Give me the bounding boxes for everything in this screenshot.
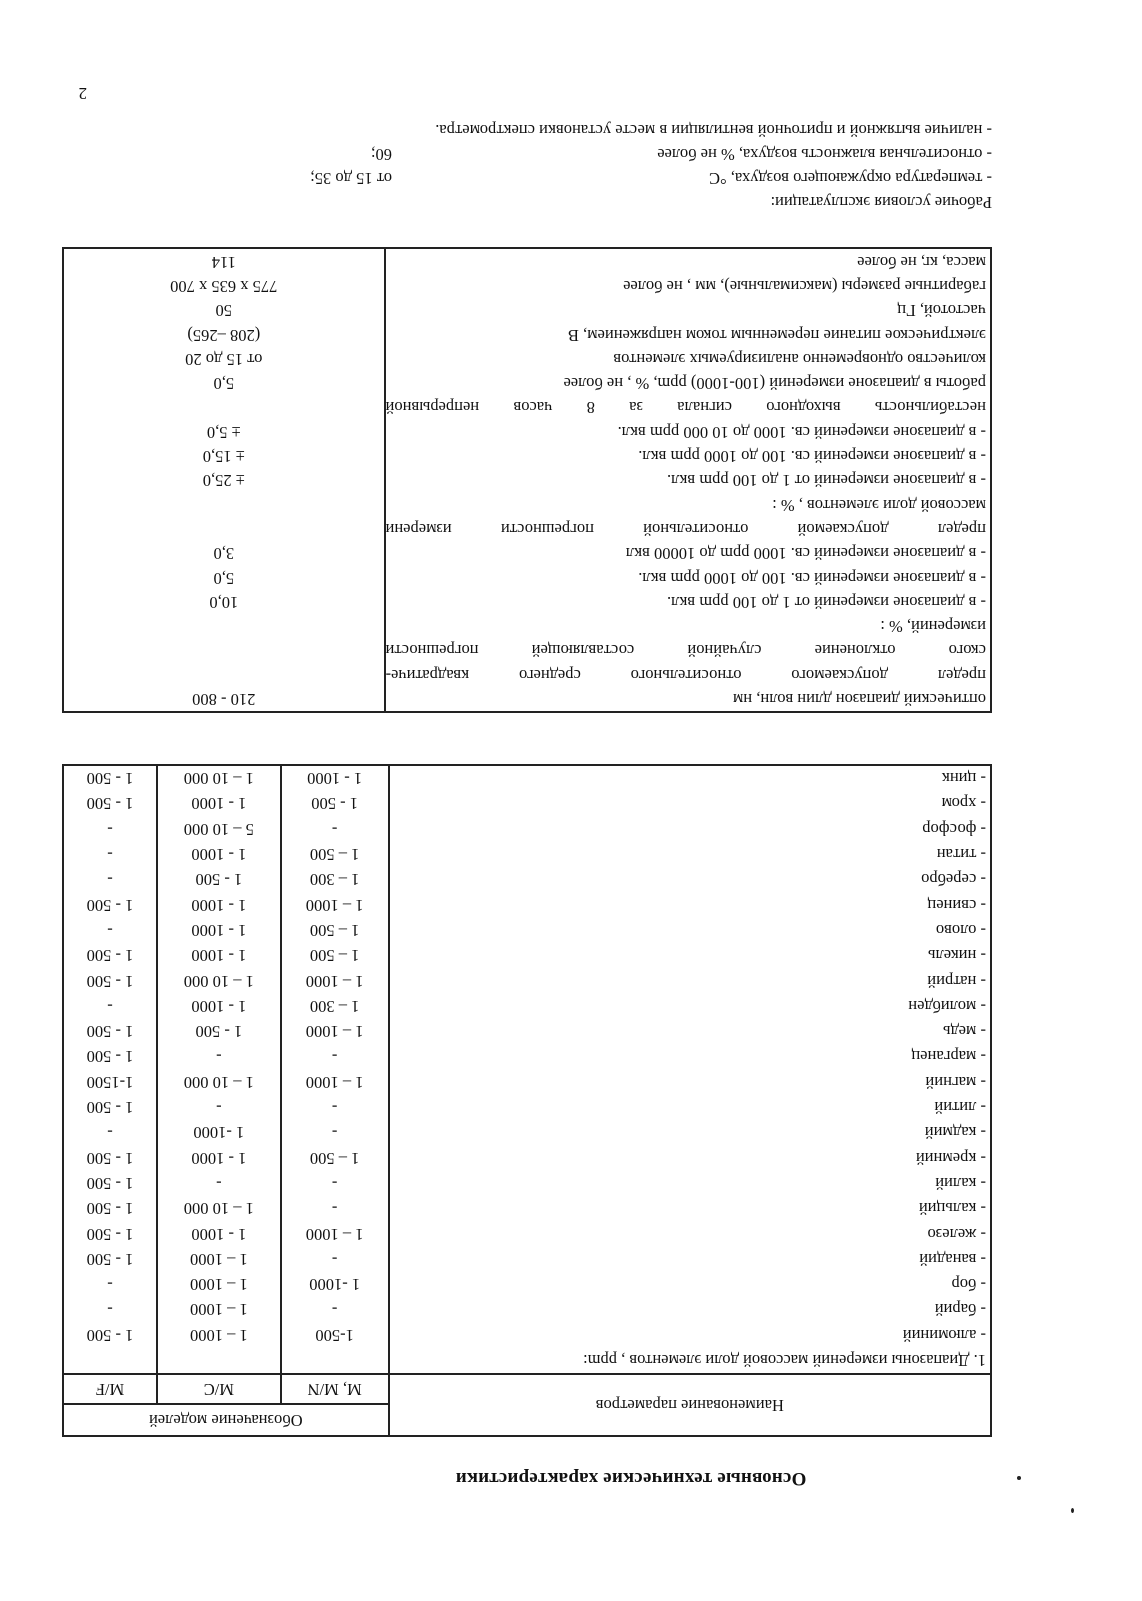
range-mc: 1 - 1000 xyxy=(191,920,247,940)
spec-line: - в диапазоне измерений от 1 до 100 ppm вкл. xyxy=(666,471,986,491)
range-mf: 1 - 500 xyxy=(86,1047,134,1067)
range-mf: 1 - 500 xyxy=(86,769,134,789)
spec-line: - в диапазоне измерений св. 100 до 1000 ppm вкл. xyxy=(638,568,986,588)
spec-line: измерений, % : xyxy=(880,617,986,637)
spec-value xyxy=(64,614,384,638)
model-col-mc: M/C xyxy=(157,1374,281,1404)
spec-value xyxy=(64,395,384,419)
spec-value: ± 15,0 xyxy=(202,447,245,467)
range-mf: 1 - 500 xyxy=(86,794,134,814)
spec-value: (208 –265) xyxy=(187,325,261,345)
range-mc: - xyxy=(216,1098,222,1118)
mc-values-cell xyxy=(157,765,281,1374)
range-mc: 1 – 10 000 xyxy=(183,1072,254,1092)
range-m: 1 – 1000 xyxy=(305,895,364,915)
element-name: - свинец xyxy=(927,895,986,915)
spec-line: частотой, Гц xyxy=(897,301,986,321)
element-name: - алюминий xyxy=(902,1325,986,1345)
element-name: - литий xyxy=(934,1098,986,1118)
element-name: - молибден xyxy=(908,996,986,1016)
element-name: - бор xyxy=(951,1275,986,1295)
range-mf: 1 - 500 xyxy=(86,1022,134,1042)
spec-value xyxy=(64,517,384,541)
range-m: 1 – 1000 xyxy=(305,1022,364,1042)
range-mc: 1 – 1000 xyxy=(189,1325,248,1345)
range-mc: 1 - 1000 xyxy=(191,946,247,966)
range-mf: - xyxy=(107,1123,113,1143)
spec-value: 775 х 635 х 700 xyxy=(170,276,278,296)
model-col-m: М, M/N xyxy=(281,1374,389,1404)
spec-line: - в диапазоне измерений от 1 до 100 ppm вкл. xyxy=(666,592,986,612)
range-mc: 1 – 1000 xyxy=(189,1249,248,1269)
spec-value: от 15 до 20 xyxy=(185,349,263,369)
page-title: Основные технические характеристики xyxy=(455,1468,807,1489)
spec-line: количество одновременно анализируемых элементов xyxy=(613,349,986,369)
spec-line: электрическое питание переменным током напряжением, В xyxy=(567,325,986,345)
spec-line: оптический диапазон длин волн, нм xyxy=(732,690,986,709)
condition-item: - температура окружающего воздуха, °С от 15 до 35; xyxy=(310,169,992,188)
spec-value: 10,0 xyxy=(209,592,239,612)
range-mf: - xyxy=(107,845,113,865)
range-mf: 1 - 500 xyxy=(86,895,134,915)
element-name: - ванадий xyxy=(919,1249,986,1269)
range-mc: 1 - 1000 xyxy=(191,996,247,1016)
m-values-cell xyxy=(281,765,389,1374)
element-name: - кальций xyxy=(918,1199,986,1219)
spec-value: ± 5,0 xyxy=(206,422,241,442)
element-name: - серебро xyxy=(921,870,986,890)
range-m: - xyxy=(331,819,338,839)
range-mf: 1 - 500 xyxy=(86,1098,134,1118)
range-mc: 1 – 1000 xyxy=(189,1275,248,1295)
range-mf: - xyxy=(107,819,113,839)
range-mf: 1 - 500 xyxy=(86,1325,134,1345)
element-name: - медь xyxy=(942,1022,986,1042)
element-name: - фосфор xyxy=(922,819,986,839)
range-m: - xyxy=(331,1123,338,1143)
spec-line: - в диапазоне измерений св. 1000 ppm до 10000 вкл xyxy=(625,544,986,564)
range-m: 1 – 1000 xyxy=(305,1072,364,1092)
range-mc: 1 – 10 000 xyxy=(183,769,254,789)
element-name: - железо xyxy=(927,1224,986,1244)
section-title: 1. Диапазоны измерений массовой доли элементов , ppm: xyxy=(583,1351,986,1370)
element-name: - натрий xyxy=(927,971,986,991)
range-m: 1 – 500 xyxy=(309,1148,360,1168)
page-number: 2 xyxy=(78,84,87,103)
element-name: - хром xyxy=(941,794,986,814)
range-m: - xyxy=(331,1173,338,1193)
range-m: 1 – 500 xyxy=(309,946,360,966)
spec-line: - в диапазоне измерений св. 100 до 1000 ppm вкл. xyxy=(638,447,986,467)
range-mc: 1 - 1000 xyxy=(191,845,247,865)
spec-value: 5,0 xyxy=(213,568,235,588)
scan-speck xyxy=(1071,1508,1074,1513)
range-mf: 1 - 500 xyxy=(86,971,134,991)
spec-value xyxy=(64,662,384,686)
range-mc: 1 - 1000 xyxy=(191,1148,247,1168)
scan-speck xyxy=(1017,1476,1021,1480)
spec-line: нестабильность выходного сигнала за 8 часов непрерывной xyxy=(385,398,986,418)
range-mf: - xyxy=(107,1275,113,1295)
range-mf: 1 - 500 xyxy=(86,1199,134,1219)
operating-conditions xyxy=(62,118,992,214)
spec-line: предел допускаемого относительного среднего квадратиче- xyxy=(385,665,986,685)
condition-item: - наличие вытяжной и приточной вентиляции в месте установки спектрометра. xyxy=(435,121,992,140)
spec-line: - в диапазоне измерений св. 1000 до 10 000 ppm вкл. xyxy=(617,422,986,442)
spec-value: ± 25,0 xyxy=(202,471,245,491)
range-m: - xyxy=(331,1199,338,1219)
range-m: - xyxy=(331,1300,338,1320)
range-mc: 1 -1000 xyxy=(193,1123,245,1143)
range-m: 1 – 300 xyxy=(309,996,360,1016)
element-name: - кремний xyxy=(915,1148,986,1168)
spec-value: 5,0 xyxy=(213,374,235,394)
range-m: - xyxy=(331,1047,338,1067)
mf-values-cell xyxy=(63,765,157,1374)
range-m: 1 -1000 xyxy=(309,1275,361,1295)
range-m: 1 – 500 xyxy=(309,845,360,865)
range-m: 1 – 1000 xyxy=(305,971,364,991)
spec-value: 210 - 800 xyxy=(192,690,256,709)
range-mc: 1 - 1000 xyxy=(191,794,247,814)
range-mf: - xyxy=(107,996,113,1016)
model-col-mf: M/F xyxy=(63,1374,157,1404)
range-m: 1 – 1000 xyxy=(305,1224,364,1244)
specs-table xyxy=(62,247,992,713)
spec-line: ского отклонение случайной составляющей погрешности xyxy=(385,641,986,661)
range-mf: 1 - 500 xyxy=(86,1249,134,1269)
element-names-cell xyxy=(389,765,991,1374)
spec-value: 3,0 xyxy=(213,544,235,564)
range-mc: 1 - 1000 xyxy=(191,895,247,915)
range-m: - xyxy=(331,1249,338,1269)
range-m: 1 - 500 xyxy=(311,794,359,814)
conditions-title: Рабочие условия эксплуатации: xyxy=(770,193,992,212)
range-mc: 5 – 10 000 xyxy=(183,819,254,839)
element-name: - олово xyxy=(935,920,986,940)
element-ranges-table xyxy=(62,764,992,1437)
range-mc: 1 – 10 000 xyxy=(183,971,254,991)
range-m: 1-500 xyxy=(315,1325,354,1345)
spec-names-cell xyxy=(385,248,991,712)
range-mc: 1 - 500 xyxy=(195,1022,243,1042)
element-name: - титан xyxy=(936,845,986,865)
spec-line: массовой доли элементов , % : xyxy=(772,495,986,515)
range-mc: - xyxy=(216,1047,222,1067)
element-name: - никель xyxy=(928,946,986,966)
spec-value: 114 xyxy=(211,252,236,272)
element-name: - барий xyxy=(934,1300,986,1320)
range-mf: 1 - 500 xyxy=(86,1224,134,1244)
range-mf: - xyxy=(107,1300,113,1320)
range-mf: 1 - 500 xyxy=(86,946,134,966)
spec-value xyxy=(64,638,384,662)
range-mc: - xyxy=(216,1173,222,1193)
range-mf: - xyxy=(107,870,113,890)
element-name: - кадмий xyxy=(924,1123,986,1143)
range-mc: 1 – 1000 xyxy=(189,1300,248,1320)
spec-line: предел допускаемой относительной погрешности измерени xyxy=(385,519,986,539)
element-name: - калий xyxy=(935,1173,986,1193)
param-header: Наименование параметров xyxy=(389,1374,991,1436)
models-header: Обозначение моделей xyxy=(63,1404,389,1436)
range-mf: - xyxy=(107,920,113,940)
range-mf: 1 - 500 xyxy=(86,1148,134,1168)
element-name: - марганец xyxy=(911,1047,986,1067)
spec-line: габаритные размеры (максимальные), мм , не более xyxy=(623,276,986,296)
range-mf: 1 - 500 xyxy=(86,1173,134,1193)
range-mc: 1 - 500 xyxy=(195,870,243,890)
element-name: - цинк xyxy=(941,769,986,789)
element-name: - магний xyxy=(925,1072,986,1092)
range-m: - xyxy=(331,1098,338,1118)
spec-line: работы в диапазоне измерений (100-1000) ppm, % , не более xyxy=(563,374,986,394)
range-m: 1 – 500 xyxy=(309,920,360,940)
spec-values-cell xyxy=(63,248,385,712)
range-mf: 1-1500 xyxy=(86,1072,134,1092)
range-mc: 1 – 10 000 xyxy=(183,1199,254,1219)
spec-value: 50 xyxy=(215,301,233,321)
condition-item: - относительная влажность воздуха, % не более 60; xyxy=(370,145,992,164)
range-m: 1 - 1000 xyxy=(307,769,363,789)
spec-value xyxy=(64,492,384,516)
range-m: 1 – 300 xyxy=(309,870,360,890)
range-mc: 1 - 1000 xyxy=(191,1224,247,1244)
spec-line: масса, кг, не более xyxy=(857,252,986,272)
